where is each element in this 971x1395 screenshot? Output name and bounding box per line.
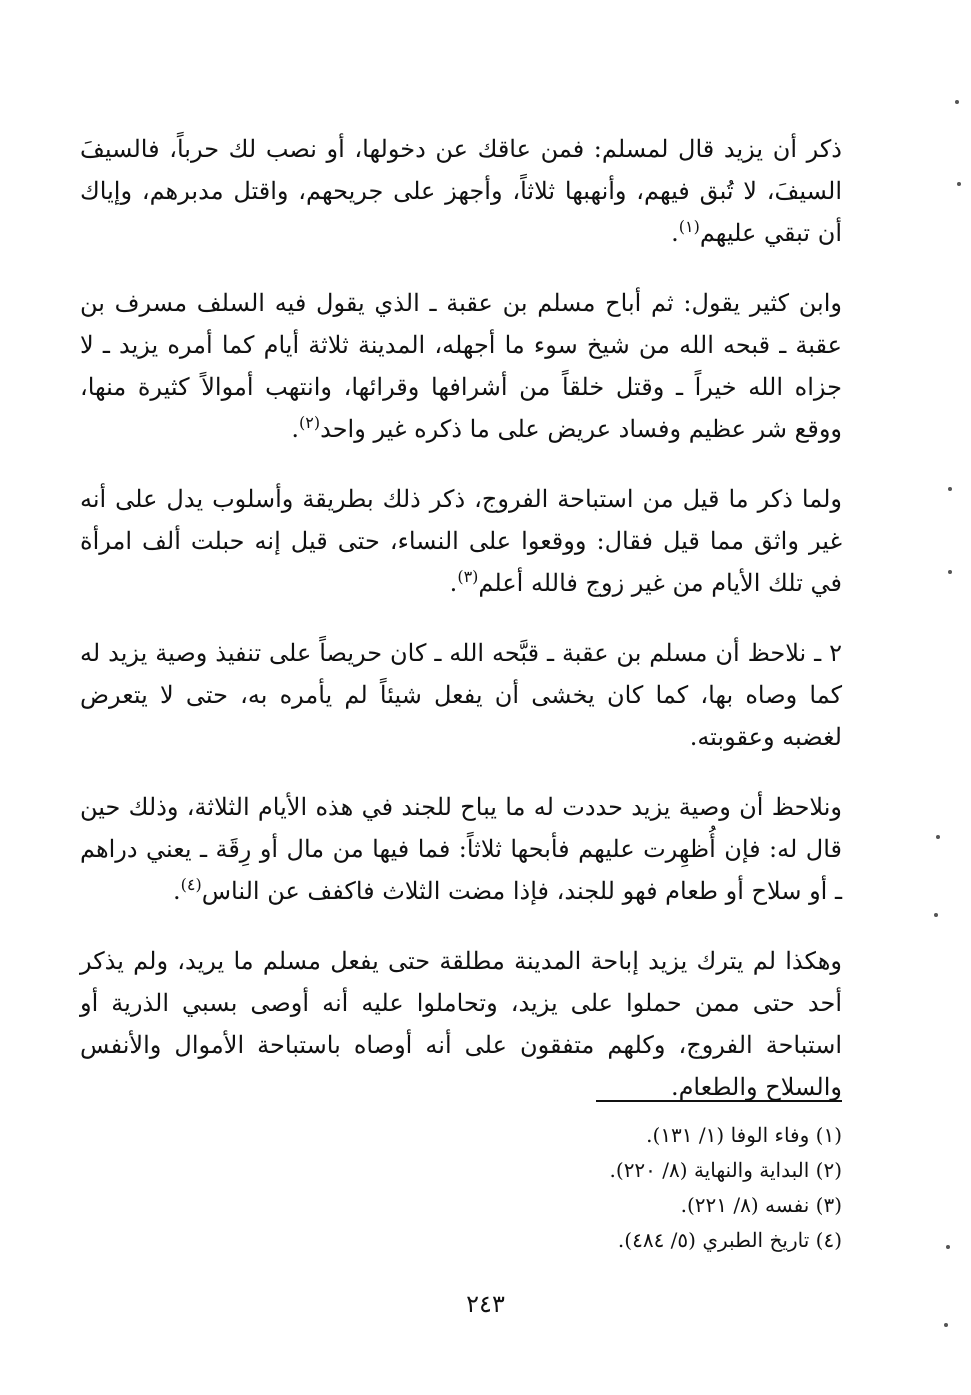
footnote-ref-3[interactable]: (٣) bbox=[457, 567, 479, 586]
scan-speck bbox=[934, 913, 938, 917]
scan-speck bbox=[955, 100, 959, 104]
footnote-divider bbox=[596, 1100, 842, 1102]
paragraph-end: . bbox=[671, 219, 679, 247]
footnote-ref-4[interactable]: (٤) bbox=[180, 875, 202, 894]
paragraph-3 bbox=[80, 478, 842, 604]
footnote-4: (٤) تاريخ الطبري (٥/ ٤٨٤). bbox=[617, 1228, 842, 1252]
paragraph-text: ٢ ـ نلاحظ أن مسلم بن عقبة ـ قبَّحه الله ـ كان حريصاً على تنفيذ وصية يزيد له كما وصاه بها، كما كان يخشى أن يفعل شيئاً لم يأمره به، حتى لا يتعرض لغضبه وعقوبته. bbox=[80, 639, 842, 751]
footnote-2: (٢) البداية والنهاية (٨/ ٢٢٠). bbox=[609, 1158, 842, 1182]
paragraph-end: . bbox=[449, 569, 458, 597]
paragraph-text: ولما ذكر ما قيل من استباحة الفروج، ذكر ذلك بطريقة وأسلوب يدل على أنه غير واثق مما قيل فقال: ووقعوا على النساء، حتى قيل إنه حبلت ألف امرأة في تلك الأيام من غير زوج فالله أعلم bbox=[80, 485, 842, 597]
scan-speck bbox=[957, 182, 961, 186]
paragraph-text: ونلاحظ أن وصية يزيد حددت له ما يباح للجند في هذه الأيام الثلاثة، وذلك حين قال له: فإن أُظهِرت عليهم فأبحها ثلاثاً: فما فيها من مال أو رِقَة ـ يعني دراهم ـ أو سلاح أو طعام فهو للجند، فإذا مضت الثلاث فاكفف عن الناس bbox=[80, 793, 842, 905]
scan-speck bbox=[946, 1245, 950, 1249]
paragraph-5 bbox=[80, 786, 842, 912]
scan-speck bbox=[944, 1323, 948, 1327]
scan-speck bbox=[948, 570, 952, 574]
footnote-1: (١) وفاء الوفا (١/ ١٣١). bbox=[646, 1123, 842, 1147]
scan-speck bbox=[936, 835, 940, 839]
paragraph-text: ذكر أن يزيد قال لمسلم: فمن عاقك عن دخولها، أو نصب لك حرباً، فالسيفَ السيفَ، لا تُبق فيهم، وأنهبها ثلاثاً، وأجهز على جريحهم، واقتل مدبرهم، وإياك أن تبقي عليهم bbox=[80, 135, 842, 247]
paragraph-2 bbox=[80, 282, 842, 450]
paragraph-end: . bbox=[291, 415, 300, 443]
footnote-ref-1[interactable]: (١) bbox=[678, 217, 700, 236]
page-number: ٢٤٣ bbox=[466, 1290, 505, 1318]
paragraph-text: وهكذا لم يترك يزيد إباحة المدينة مطلقة حتى يفعل مسلم ما يريد، ولم يذكر أحد حتى ممن حملوا على يزيد، وتحاملوا عليه أنه أوصى بسبي الذرية أو استباحة الفروج، وكلهم متفقون على أنه أوصاه باستباحة الأموال والأنفس والسلاح والطعام. bbox=[80, 947, 842, 1101]
paragraph-4 bbox=[80, 632, 842, 758]
paragraph-6 bbox=[80, 940, 842, 1108]
paragraph-end: . bbox=[173, 877, 181, 905]
footnotes bbox=[480, 1118, 842, 1258]
main-text bbox=[80, 128, 842, 1136]
footnote-ref-2[interactable]: (٢) bbox=[299, 413, 321, 432]
footnote-3: (٣) نفسه (٨/ ٢٢١). bbox=[680, 1193, 842, 1217]
paragraph-1 bbox=[80, 128, 842, 254]
paragraph-text: وابن كثير يقول: ثم أباح مسلم بن عقبة ـ الذي يقول فيه السلف مسرف بن عقبة ـ قبحه الله من شيخ سوء ما أجهله، المدينة ثلاثة أيام كما أمره يزيد ـ لا جزاه الله خيراً ـ وقتل خلقاً من أشرافها وقرائها، وانتهب أموالاً كثيرة منها، ووقع شر عظيم وفساد عريض على ما ذكره غير واحد bbox=[80, 289, 842, 443]
scan-speck bbox=[948, 487, 952, 491]
